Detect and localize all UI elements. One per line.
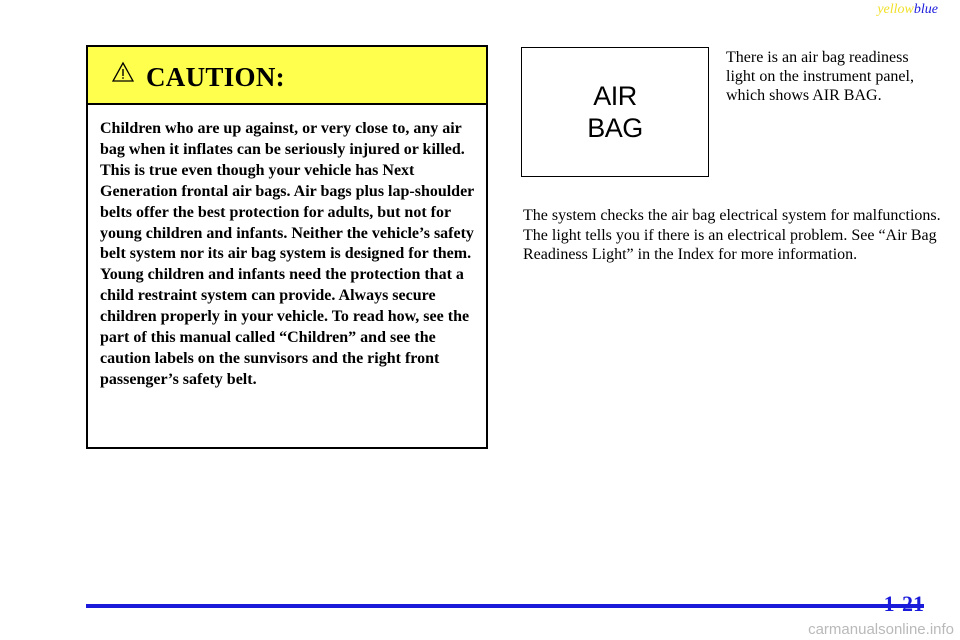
color-tag xyxy=(877,2,938,18)
caution-box xyxy=(86,45,488,449)
airbag-readiness-light-illustration xyxy=(521,47,709,177)
footer-rule xyxy=(86,604,924,608)
color-tag-yellow: yellow xyxy=(877,2,914,17)
warning-triangle-icon xyxy=(112,61,134,83)
caution-header xyxy=(88,47,486,105)
color-tag-blue: blue xyxy=(913,2,938,17)
airbag-light-line2: BAG xyxy=(587,113,643,143)
system-check-paragraph: The system checks the air bag electrical system for malfunctions. The light tells you if there is an electrical problem. See “Air Bag Readiness Light” in the Index for more information. xyxy=(523,207,941,264)
airbag-light-description: There is an air bag readiness light on the instrument panel, which shows AIR BAG. xyxy=(726,49,914,105)
caution-body: Children who are up against, or very close to, any air bag when it inflates can be seriously injured or killed. This is true even though your vehicle has Next Generation frontal air bags. Air bags plus lap-shoulder belts offer the best protection for adults, but not for young children and infants. Neither the vehicle’s safety belt system nor its air bag system is designed for them. Young children and infants need the protection that a child restraint system can provide. Always secure children properly in your vehicle. To read how, see the part of this manual called “Children” and see the caution labels on the sunvisors and the right front passenger’s safety belt. xyxy=(100,120,474,388)
airbag-light-line1: AIR xyxy=(593,81,637,111)
caution-title: CAUTION: xyxy=(146,61,285,92)
watermark: carmanualsonline.info xyxy=(808,621,954,638)
page-number: 1-21 xyxy=(883,591,924,616)
